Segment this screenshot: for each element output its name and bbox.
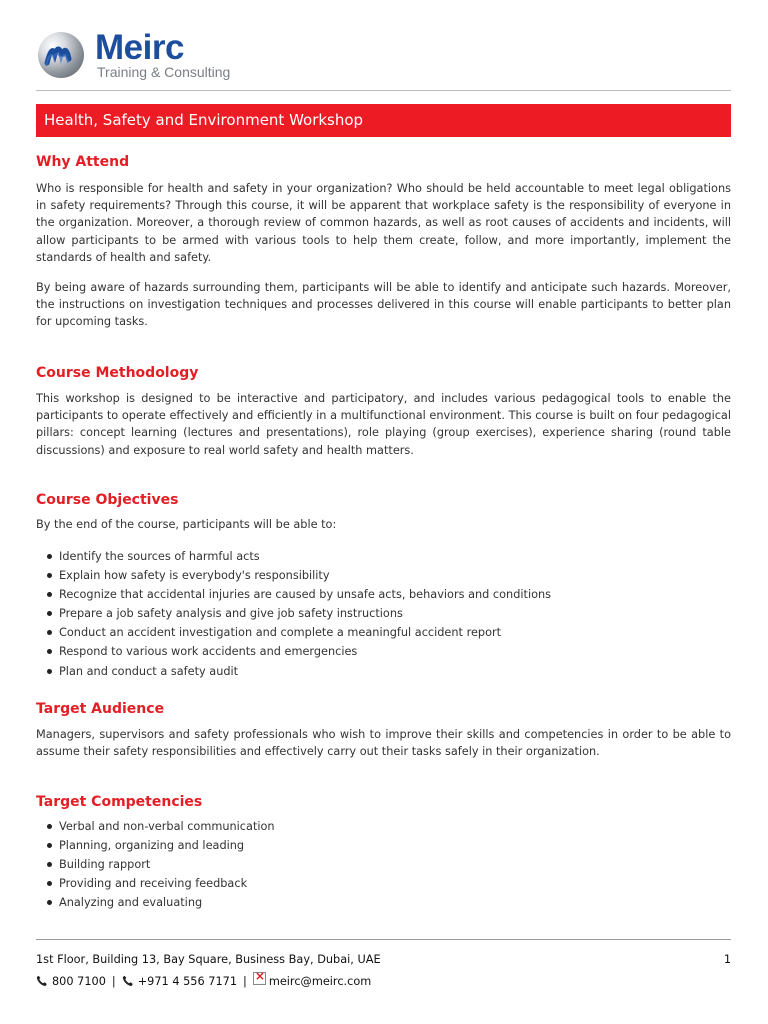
email-icon [253,972,266,985]
logo-tagline: Training & Consulting [97,64,231,80]
why-attend-paragraph-1: Who is responsible for health and safety in your organization? Who should be held accountable to meet legal obligations in safety requirements? Through this course, it will be apparent that workplace safety is the responsibility of everyone in the organization. Moreover, a thorough review of common hazards, as well as root causes of accidents and incidents, will allow participants to be armed with various tools to help them create, follow, and more importantly, implement the standards of health and safety. [36,182,731,264]
list-item: Building rapport [36,855,275,874]
section-heading-methodology: Course Methodology [36,365,199,381]
list-item: Conduct an accident investigation and complete a meaningful accident report [36,623,551,642]
page-number: 1 [723,953,731,966]
footer-divider [36,939,731,940]
objectives-list [36,547,551,681]
list-item: Prepare a job safety analysis and give job safety instructions [36,604,551,623]
list-item: Providing and receiving feedback [36,874,275,893]
phone-local[interactable]: 800 7100 [52,975,106,988]
separator: | [111,975,116,988]
list-item: Recognize that accidental injuries are caused by unsafe acts, behaviors and conditions [36,585,551,604]
list-item: Respond to various work accidents and emergencies [36,642,551,661]
section-heading-competencies: Target Competencies [36,794,203,810]
list-item: Planning, organizing and leading [36,836,275,855]
section-heading-audience: Target Audience [36,701,165,717]
logo-globe-icon [38,32,84,78]
section-heading-objectives: Course Objectives [36,492,179,508]
competencies-list [36,817,275,912]
list-item: Explain how safety is everybody's responsibility [36,566,551,585]
list-item: Plan and conduct a safety audit [36,662,551,681]
separator: | [243,975,247,988]
email-link[interactable]: meirc@meirc.com [268,975,372,988]
methodology-paragraph: This workshop is designed to be interactive and participatory, and includes various pedagogical tools to enable the participants to operate effectively and efficiently in a multifunctional environment. This course is built on four pedagogical pillars: concept learning (lectures and presentations), role playing (group exercises), experience sharing (round table discussions) and exposure to real world safety and health matters. [36,392,731,457]
audience-paragraph: Managers, supervisors and safety professionals who wish to improve their skills and competencies in order to be able to assume their safety responsibilities and effectively carry out their tasks safely in their organization. [36,728,731,759]
title-banner [36,104,731,137]
header-divider [36,90,731,91]
list-item: Verbal and non-verbal communication [36,817,275,836]
meirc-logo [38,30,258,80]
why-attend-paragraph-2: By being aware of hazards surrounding them, participants will be able to identify and anticipate such hazards. Moreover, the instructions on investigation techniques and processes delivered in this course will enable participants to better plan for upcoming tasks. [36,281,731,329]
list-item: Analyzing and evaluating [36,893,275,912]
phone-icon [36,975,48,991]
objectives-intro: By the end of the course, participants will be able to: [36,518,337,531]
footer-address: 1st Floor, Building 13, Bay Square, Business Bay, Dubai, UAE [36,953,381,966]
phone-international[interactable]: +971 4 556 7171 [137,975,238,988]
list-item: Identify the sources of harmful acts [36,547,551,566]
logo-wordmark: Meirc [95,28,184,67]
phone-icon [122,975,134,991]
page-title: Health, Safety and Environment Workshop [44,111,364,129]
section-heading-why-attend: Why Attend [36,154,130,170]
footer-contacts [36,972,371,991]
